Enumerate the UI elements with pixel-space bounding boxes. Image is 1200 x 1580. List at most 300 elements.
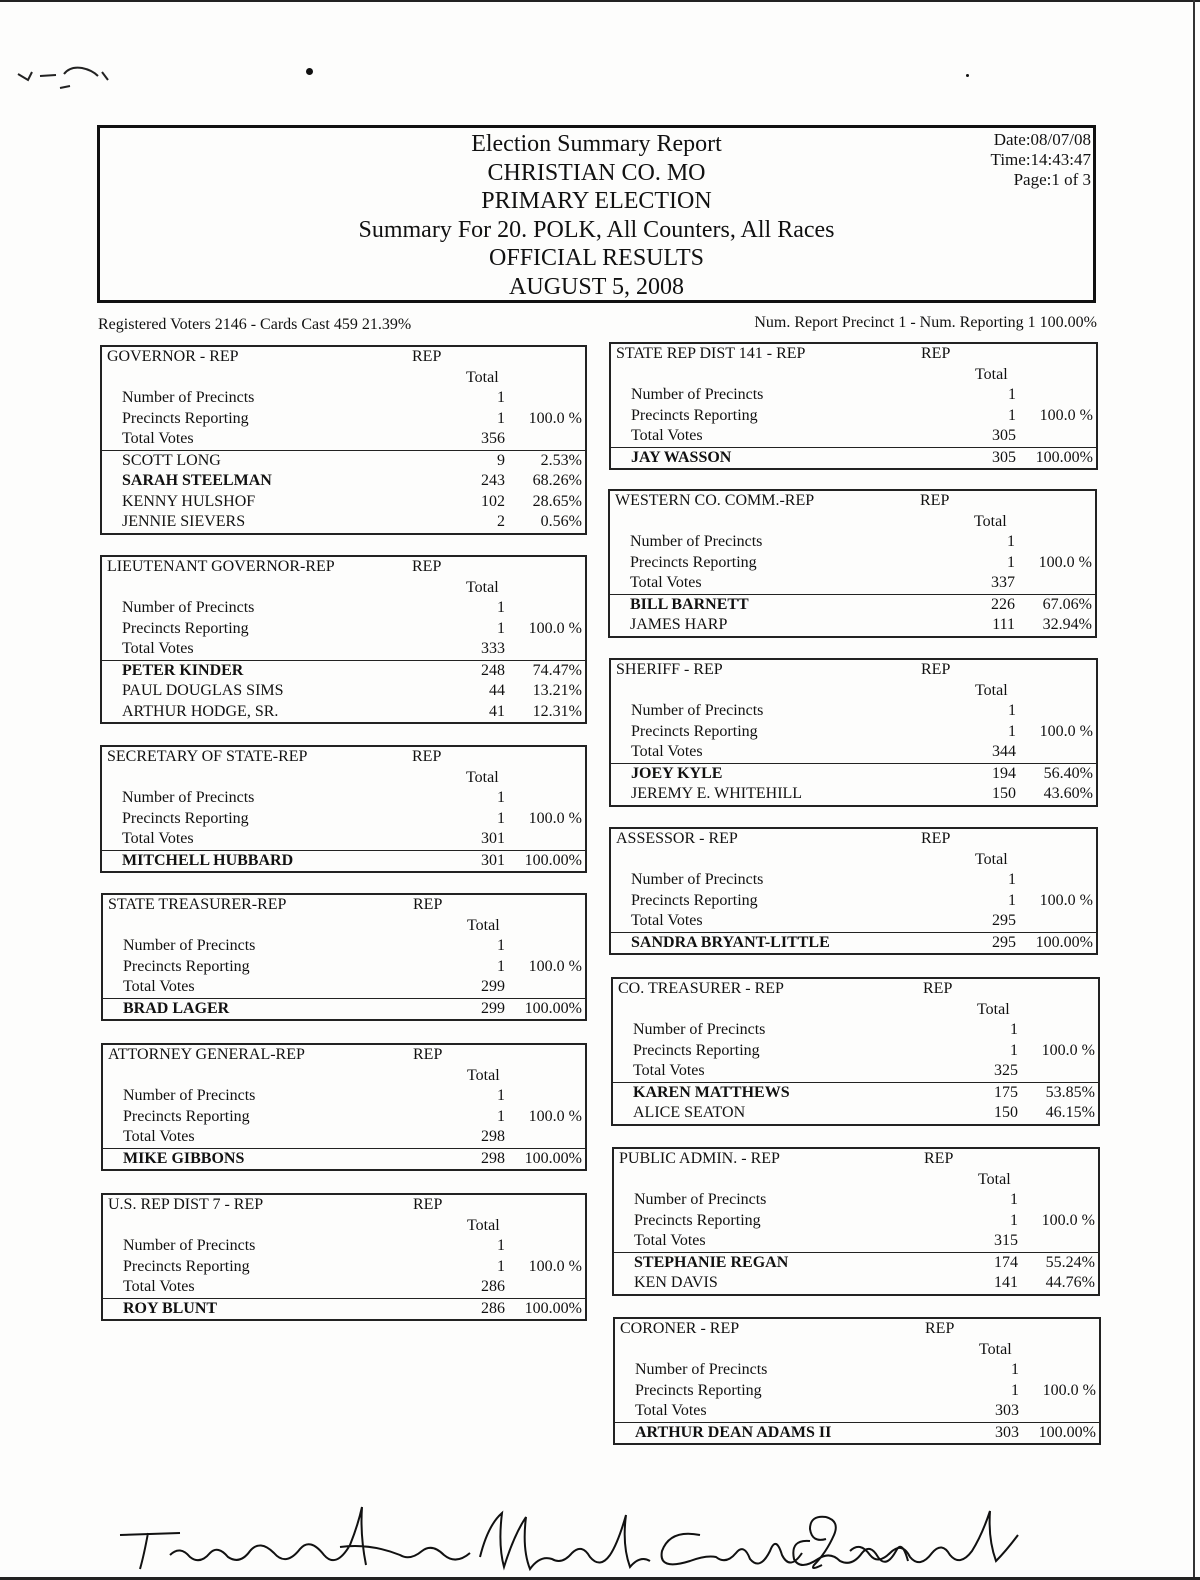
candidate-row	[611, 763, 1096, 785]
candidate-pct: 68.26%	[532, 472, 582, 489]
candidate-row	[611, 932, 1096, 954]
header-line: Summary For 20. POLK, All Counters, All Races	[358, 216, 835, 243]
race-row	[103, 977, 585, 998]
number-of-precincts-label: Number of Precincts	[633, 1021, 766, 1038]
total-votes-label: Total Votes	[631, 912, 703, 929]
race-row	[103, 916, 585, 937]
race-row	[102, 368, 585, 389]
candidate-name: KENNY HULSHOF	[122, 492, 256, 510]
precincts-reporting-value: 1	[497, 957, 505, 975]
race-party: REP	[924, 1150, 954, 1167]
total-column-header: Total	[466, 768, 499, 786]
candidate-pct: 2.53%	[540, 451, 582, 469]
precincts-reporting-label: Precincts Reporting	[122, 809, 249, 827]
race-title: CORONER - REP	[620, 1320, 740, 1337]
race-row	[102, 619, 585, 640]
precincts-reporting-label: Precincts Reporting	[631, 406, 758, 424]
margin-scribble	[12, 58, 122, 98]
race-box	[613, 1317, 1101, 1445]
precincts-reporting-label: Precincts Reporting	[631, 722, 758, 740]
race-party: REP	[412, 348, 442, 365]
race-row	[611, 829, 1096, 850]
race-row	[613, 1041, 1098, 1062]
race-row	[103, 957, 585, 978]
number-of-precincts-value: 1	[497, 1087, 505, 1104]
candidate-row	[103, 1298, 585, 1320]
race-title: U.S. REP DIST 7 - REP	[108, 1196, 264, 1213]
precinct-reporting-summary: Num. Report Precinct 1 - Num. Reporting 1 100.00%	[754, 314, 1097, 331]
candidate-votes: 305	[992, 448, 1016, 466]
race-row	[102, 578, 585, 599]
header-line: CHRISTIAN CO. MO	[487, 159, 706, 186]
race-box	[609, 827, 1098, 955]
race-row	[615, 1340, 1099, 1361]
candidate-votes: 298	[481, 1149, 505, 1167]
candidate-pct: 12.31%	[532, 702, 582, 720]
report-page: Page:1 of 3	[1013, 170, 1091, 189]
candidate-votes: 174	[994, 1253, 1018, 1271]
candidate-pct: 53.85%	[1045, 1083, 1095, 1101]
race-title: WESTERN CO. COMM.-REP	[615, 492, 815, 509]
precincts-reporting-label: Precincts Reporting	[122, 619, 249, 637]
race-row	[614, 1190, 1098, 1211]
race-row	[611, 426, 1096, 447]
report-time: Time:14:43:47	[990, 150, 1091, 169]
number-of-precincts-label: Number of Precincts	[630, 533, 763, 550]
total-column-header: Total	[975, 850, 1008, 868]
race-row	[610, 573, 1095, 594]
race-row	[102, 809, 585, 830]
race-party: REP	[925, 1320, 955, 1337]
precincts-reporting-label: Precincts Reporting	[633, 1041, 760, 1059]
race-title: LIEUTENANT GOVERNOR-REP	[107, 558, 335, 575]
candidate-row	[102, 512, 585, 533]
race-row	[611, 406, 1096, 427]
race-row	[611, 681, 1096, 702]
race-row	[611, 701, 1096, 722]
race-party: REP	[412, 558, 442, 575]
total-column-header: Total	[466, 368, 499, 386]
header-line: AUGUST 5, 2008	[509, 273, 684, 300]
race-party: REP	[920, 492, 950, 509]
precincts-reporting-pct: 100.0 %	[1041, 1041, 1095, 1059]
total-votes-value: 337	[991, 574, 1015, 591]
race-row	[614, 1149, 1098, 1170]
race-row	[611, 660, 1096, 681]
race-row	[614, 1231, 1098, 1252]
precincts-reporting-value: 1	[497, 809, 505, 827]
race-title: STATE REP DIST 141 - REP	[616, 345, 806, 362]
number-of-precincts-value: 1	[497, 1237, 505, 1254]
race-box	[611, 977, 1100, 1126]
number-of-precincts-label: Number of Precincts	[122, 599, 255, 616]
total-votes-label: Total Votes	[635, 1402, 707, 1419]
race-box	[612, 1147, 1100, 1296]
candidate-name: ARTHUR DEAN ADAMS II	[635, 1423, 832, 1441]
race-row	[102, 598, 585, 619]
precincts-reporting-value: 1	[1008, 406, 1016, 424]
total-votes-label: Total Votes	[123, 978, 195, 995]
header-line: PRIMARY ELECTION	[481, 188, 712, 215]
precincts-reporting-label: Precincts Reporting	[123, 957, 250, 975]
number-of-precincts-value: 1	[1008, 386, 1016, 403]
candidate-name: BRAD LAGER	[123, 999, 230, 1017]
precincts-reporting-label: Precincts Reporting	[122, 409, 249, 427]
race-row	[610, 553, 1095, 574]
precincts-reporting-pct: 100.0 %	[528, 957, 582, 975]
number-of-precincts-value: 1	[497, 599, 505, 616]
race-row	[103, 1257, 585, 1278]
total-votes-label: Total Votes	[122, 640, 194, 657]
race-row	[103, 1195, 585, 1216]
candidate-votes: 301	[481, 851, 505, 869]
precincts-reporting-pct: 100.0 %	[528, 1257, 582, 1275]
candidate-pct: 100.00%	[1035, 448, 1093, 466]
number-of-precincts-label: Number of Precincts	[123, 937, 256, 954]
header-line: Election Summary Report	[471, 131, 722, 157]
header-line: OFFICIAL RESULTS	[489, 245, 704, 272]
candidate-name: SARAH STEELMAN	[122, 472, 272, 489]
race-row	[611, 344, 1096, 365]
total-votes-value: 299	[481, 978, 505, 995]
race-row	[102, 747, 585, 768]
candidate-votes: 102	[481, 492, 505, 510]
number-of-precincts-value: 1	[497, 937, 505, 954]
precincts-reporting-label: Precincts Reporting	[630, 553, 757, 571]
precincts-reporting-label: Precincts Reporting	[631, 891, 758, 909]
race-row	[102, 639, 585, 660]
race-row	[102, 347, 585, 368]
candidate-votes: 150	[994, 1104, 1018, 1121]
race-party: REP	[412, 748, 442, 765]
precincts-reporting-pct: 100.0 %	[528, 809, 582, 827]
candidate-votes: 44	[489, 682, 505, 699]
total-column-header: Total	[466, 578, 499, 596]
candidate-pct: 67.06%	[1042, 595, 1092, 613]
total-votes-value: 344	[992, 743, 1016, 760]
candidate-pct: 74.47%	[532, 661, 582, 679]
race-row	[103, 1086, 585, 1107]
race-row	[611, 891, 1096, 912]
candidate-pct: 0.56%	[540, 513, 582, 530]
candidate-votes: 141	[994, 1274, 1018, 1291]
race-row	[611, 911, 1096, 932]
race-title: PUBLIC ADMIN. - REP	[619, 1150, 780, 1167]
candidate-pct: 100.00%	[1035, 933, 1093, 951]
race-row	[613, 1061, 1098, 1082]
precincts-reporting-value: 1	[1010, 1211, 1018, 1229]
race-party: REP	[921, 830, 951, 847]
number-of-precincts-label: Number of Precincts	[122, 789, 255, 806]
candidate-name: JAMES HARP	[630, 616, 728, 633]
scan-speck	[306, 68, 313, 75]
number-of-precincts-label: Number of Precincts	[123, 1237, 256, 1254]
total-votes-value: 325	[994, 1062, 1018, 1079]
candidate-votes: 111	[992, 616, 1015, 633]
number-of-precincts-label: Number of Precincts	[631, 871, 764, 888]
race-row	[103, 1236, 585, 1257]
race-row	[102, 388, 585, 409]
race-row	[611, 385, 1096, 406]
total-column-header: Total	[975, 365, 1008, 383]
candidate-name: STEPHANIE REGAN	[634, 1253, 789, 1271]
precincts-reporting-pct: 100.0 %	[1039, 891, 1093, 909]
candidate-row	[610, 615, 1095, 636]
race-title: ATTORNEY GENERAL-REP	[108, 1046, 305, 1063]
scan-edge	[1193, 0, 1195, 1580]
race-row	[611, 365, 1096, 386]
precincts-reporting-value: 1	[1007, 553, 1015, 571]
race-box	[608, 489, 1097, 638]
candidate-name: JOEY KYLE	[631, 764, 723, 782]
total-votes-label: Total Votes	[633, 1062, 705, 1079]
number-of-precincts-value: 1	[1010, 1191, 1018, 1208]
race-row	[615, 1360, 1099, 1381]
race-row	[610, 512, 1095, 533]
precincts-reporting-label: Precincts Reporting	[123, 1257, 250, 1275]
race-row	[102, 788, 585, 809]
race-row	[614, 1211, 1098, 1232]
candidate-votes: 150	[992, 785, 1016, 802]
precincts-reporting-pct: 100.0 %	[1041, 1211, 1095, 1229]
candidate-votes: 286	[481, 1299, 505, 1317]
precincts-reporting-value: 1	[1010, 1041, 1018, 1059]
candidate-pct: 100.00%	[524, 1149, 582, 1167]
precincts-reporting-value: 1	[497, 619, 505, 637]
total-column-header: Total	[467, 1066, 500, 1084]
total-votes-label: Total Votes	[122, 830, 194, 847]
candidate-pct: 100.00%	[524, 1299, 582, 1317]
race-box	[100, 555, 587, 724]
candidate-row	[614, 1273, 1098, 1294]
candidate-name: JENNIE SIEVERS	[122, 513, 246, 530]
candidate-name: KEN DAVIS	[634, 1274, 718, 1291]
precincts-reporting-value: 1	[1008, 891, 1016, 909]
precincts-reporting-value: 1	[1011, 1381, 1019, 1399]
report-meta	[991, 130, 1091, 190]
total-votes-value: 356	[481, 430, 505, 447]
candidate-pct: 56.40%	[1043, 764, 1093, 782]
race-box	[609, 658, 1098, 807]
total-votes-label: Total Votes	[630, 574, 702, 591]
race-box	[609, 342, 1098, 470]
number-of-precincts-value: 1	[497, 789, 505, 806]
candidate-name: MITCHELL HUBBARD	[122, 851, 294, 869]
total-column-header: Total	[979, 1340, 1012, 1358]
candidate-pct: 100.00%	[524, 999, 582, 1017]
race-row	[102, 409, 585, 430]
race-row	[610, 532, 1095, 553]
precincts-reporting-value: 1	[497, 1257, 505, 1275]
total-column-header: Total	[975, 681, 1008, 699]
total-votes-label: Total Votes	[634, 1232, 706, 1249]
race-title: SECRETARY OF STATE-REP	[107, 748, 308, 765]
precincts-reporting-pct: 100.0 %	[1039, 722, 1093, 740]
candidate-row	[613, 1082, 1098, 1104]
candidate-votes: 2	[497, 513, 505, 530]
candidate-row	[102, 471, 585, 492]
scan-speck	[966, 74, 969, 77]
precincts-reporting-value: 1	[1008, 722, 1016, 740]
race-title: CO. TREASURER - REP	[618, 980, 784, 997]
candidate-name: JAY WASSON	[631, 448, 732, 466]
candidate-pct: 28.65%	[532, 492, 582, 510]
number-of-precincts-value: 1	[1007, 533, 1015, 550]
race-row	[103, 895, 585, 916]
number-of-precincts-label: Number of Precincts	[634, 1191, 767, 1208]
race-row	[615, 1319, 1099, 1340]
candidate-votes: 194	[992, 764, 1016, 782]
race-row	[614, 1170, 1098, 1191]
race-row	[103, 1127, 585, 1148]
candidate-name: PETER KINDER	[122, 661, 244, 679]
candidate-name: SCOTT LONG	[122, 451, 221, 469]
race-box	[100, 345, 587, 535]
total-column-header: Total	[467, 1216, 500, 1234]
candidate-pct: 55.24%	[1045, 1253, 1095, 1271]
race-title: ASSESSOR - REP	[616, 830, 738, 847]
race-row	[102, 557, 585, 578]
race-row	[611, 722, 1096, 743]
candidate-votes: 303	[995, 1423, 1019, 1441]
race-row	[611, 742, 1096, 763]
candidate-votes: 41	[489, 702, 505, 720]
race-party: REP	[413, 896, 443, 913]
report-header	[97, 125, 1096, 303]
total-votes-value: 298	[481, 1128, 505, 1145]
precincts-reporting-pct: 100.0 %	[528, 1107, 582, 1125]
precincts-reporting-pct: 100.0 %	[1038, 553, 1092, 571]
registered-voters-summary: Registered Voters 2146 - Cards Cast 459 21.39%	[98, 316, 412, 333]
race-title: SHERIFF - REP	[616, 661, 723, 678]
race-row	[611, 850, 1096, 871]
race-title: GOVERNOR - REP	[107, 348, 239, 365]
number-of-precincts-label: Number of Precincts	[122, 389, 255, 406]
race-row	[103, 936, 585, 957]
race-row	[102, 829, 585, 850]
total-votes-label: Total Votes	[631, 743, 703, 760]
candidate-row	[613, 1103, 1098, 1124]
race-party: REP	[413, 1196, 443, 1213]
race-party: REP	[413, 1046, 443, 1063]
precincts-reporting-pct: 100.0 %	[1042, 1381, 1096, 1399]
total-votes-value: 305	[992, 427, 1016, 444]
total-votes-value: 303	[995, 1402, 1019, 1419]
candidate-row	[610, 594, 1095, 616]
number-of-precincts-label: Number of Precincts	[631, 702, 764, 719]
candidate-name: KAREN MATTHEWS	[633, 1083, 790, 1101]
candidate-votes: 226	[991, 595, 1015, 613]
race-box	[101, 1193, 587, 1321]
precincts-reporting-value: 1	[497, 409, 505, 427]
candidate-pct: 32.94%	[1042, 616, 1092, 633]
total-votes-label: Total Votes	[123, 1278, 195, 1295]
number-of-precincts-value: 1	[1010, 1021, 1018, 1038]
candidate-votes: 9	[497, 451, 505, 469]
total-votes-value: 315	[994, 1232, 1018, 1249]
total-votes-value: 333	[481, 640, 505, 657]
precincts-reporting-value: 1	[497, 1107, 505, 1125]
candidate-row	[102, 702, 585, 723]
report-title-block	[100, 130, 1093, 302]
total-column-header: Total	[974, 512, 1007, 530]
precincts-reporting-pct: 100.0 %	[528, 409, 582, 427]
total-votes-label: Total Votes	[122, 430, 194, 447]
total-votes-value: 301	[481, 830, 505, 847]
race-row	[613, 979, 1098, 1000]
race-row	[102, 429, 585, 450]
candidate-name: ARTHUR HODGE, SR.	[122, 702, 279, 720]
candidate-votes: 299	[481, 999, 505, 1017]
race-row	[103, 1066, 585, 1087]
race-box	[100, 745, 587, 873]
candidate-pct: 43.60%	[1043, 785, 1093, 802]
number-of-precincts-value: 1	[497, 389, 505, 406]
candidate-pct: 46.15%	[1045, 1104, 1095, 1121]
race-row	[611, 870, 1096, 891]
race-box	[101, 1043, 587, 1171]
candidate-name: MIKE GIBBONS	[123, 1149, 245, 1167]
precincts-reporting-label: Precincts Reporting	[635, 1381, 762, 1399]
candidate-name: PAUL DOUGLAS SIMS	[122, 682, 284, 699]
candidate-name: ALICE SEATON	[633, 1104, 746, 1121]
candidate-votes: 248	[481, 661, 505, 679]
candidate-row	[615, 1422, 1099, 1444]
total-column-header: Total	[467, 916, 500, 934]
scan-edge	[0, 0, 1200, 2]
number-of-precincts-label: Number of Precincts	[631, 386, 764, 403]
race-title: STATE TREASURER-REP	[108, 896, 287, 913]
candidate-row	[102, 492, 585, 513]
number-of-precincts-label: Number of Precincts	[123, 1087, 256, 1104]
race-party: REP	[921, 661, 951, 678]
race-row	[613, 1020, 1098, 1041]
candidate-pct: 44.76%	[1045, 1274, 1095, 1291]
race-row	[103, 1045, 585, 1066]
candidate-votes: 243	[481, 472, 505, 489]
candidate-row	[611, 784, 1096, 805]
signatures	[110, 1495, 1030, 1575]
total-votes-label: Total Votes	[631, 427, 703, 444]
candidate-row	[102, 660, 585, 682]
total-votes-value: 295	[992, 912, 1016, 929]
precincts-reporting-pct: 100.0 %	[528, 619, 582, 637]
candidate-pct: 13.21%	[532, 682, 582, 699]
candidate-row	[103, 998, 585, 1020]
candidate-row	[614, 1252, 1098, 1274]
candidate-row	[102, 850, 585, 872]
race-row	[103, 1216, 585, 1237]
candidate-votes: 175	[994, 1083, 1018, 1101]
candidate-name: BILL BARNETT	[630, 595, 749, 613]
candidate-name: SANDRA BRYANT-LITTLE	[631, 933, 830, 951]
race-row	[615, 1401, 1099, 1422]
precincts-reporting-label: Precincts Reporting	[123, 1107, 250, 1125]
race-row	[102, 768, 585, 789]
total-votes-value: 286	[481, 1278, 505, 1295]
race-row	[615, 1381, 1099, 1402]
candidate-votes: 295	[992, 933, 1016, 951]
candidate-name: ROY BLUNT	[123, 1299, 218, 1317]
precincts-reporting-pct: 100.0 %	[1039, 406, 1093, 424]
precincts-reporting-label: Precincts Reporting	[634, 1211, 761, 1229]
number-of-precincts-label: Number of Precincts	[635, 1361, 768, 1378]
race-party: REP	[923, 980, 953, 997]
candidate-row	[103, 1148, 585, 1170]
total-votes-label: Total Votes	[123, 1128, 195, 1145]
candidate-pct: 100.00%	[524, 851, 582, 869]
race-row	[103, 1107, 585, 1128]
